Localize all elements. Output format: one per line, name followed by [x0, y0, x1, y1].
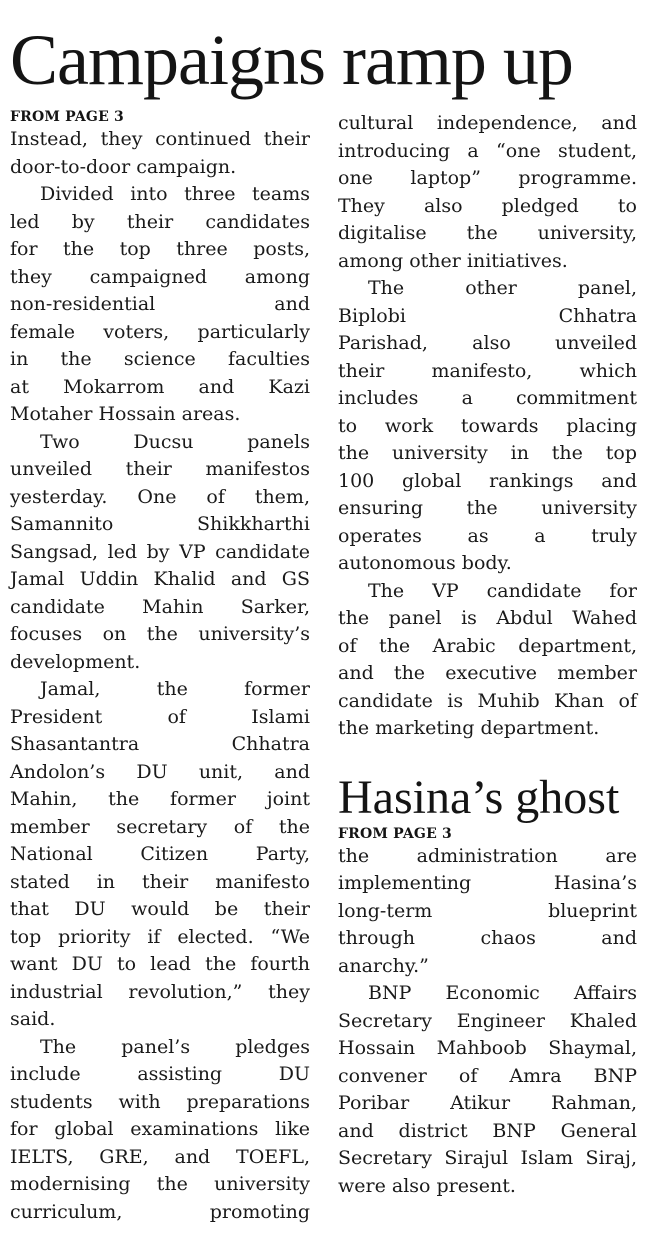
text-line: Secretary Sirajul Islam Siraj,	[338, 1147, 637, 1169]
text-line: the administration are	[338, 844, 637, 867]
text-line: students with preparations	[10, 1090, 310, 1113]
text-line: National Citizen Party,	[10, 843, 310, 865]
text-line: through chaos and	[338, 927, 637, 949]
text-line: unveiled their manifestos	[10, 458, 310, 480]
text-line: Motaher Hossain areas.	[10, 403, 241, 425]
section-headline: Hasina’s ghost	[338, 770, 620, 824]
article-column-right	[338, 110, 637, 1200]
text-line: Andolon’s DU unit, and	[10, 760, 310, 783]
text-line: were also present.	[338, 1174, 516, 1197]
text-line: to work towards placing	[338, 414, 637, 437]
text-line: that DU would be their	[10, 898, 310, 920]
text-line: They also pledged to	[338, 194, 637, 217]
text-line: non-residential and	[10, 293, 310, 315]
text-line: and district BNP General	[338, 1119, 637, 1142]
text-line: Secretary Engineer Khaled	[338, 1009, 637, 1032]
text-line: of the Arabic department,	[338, 634, 637, 657]
text-line: long-term blueprint	[338, 899, 637, 922]
article-body-left	[10, 126, 310, 1226]
text-line: introducing a “one student,	[338, 139, 637, 162]
text-line: Sangsad, led by VP candidate	[10, 540, 310, 563]
article-column-left	[10, 108, 310, 1226]
text-line: convener of Amra BNP	[338, 1064, 637, 1087]
text-line: modernising the university	[10, 1173, 310, 1195]
text-line: Jamal Uddin Khalid and GS	[10, 568, 310, 590]
text-line: Shasantantra Chhatra	[10, 733, 310, 755]
text-line: one laptop” programme.	[338, 167, 637, 189]
page-headline: Campaigns ramp up	[10, 20, 573, 100]
text-line: anarchy.”	[338, 954, 429, 977]
text-line: Divided into three teams	[40, 183, 310, 205]
text-line: Poribar Atikur Rahman,	[338, 1092, 637, 1114]
text-line: Two Ducsu panels	[40, 430, 310, 453]
text-line: autonomous body.	[338, 552, 512, 574]
text-line: President of Islami	[10, 705, 310, 728]
article-body-right	[338, 110, 637, 743]
text-line: among other initiatives.	[338, 249, 568, 272]
text-line: The other panel,	[368, 277, 637, 299]
text-line: Biplobi Chhatra	[338, 304, 637, 327]
text-line: include assisting DU	[10, 1063, 310, 1085]
text-line: door-to-door campaign.	[10, 155, 237, 178]
text-line: stated in their manifesto	[10, 870, 310, 893]
text-line: ensuring the university	[338, 497, 637, 519]
text-line: led by their candidates	[10, 210, 310, 233]
text-line: said.	[10, 1008, 56, 1030]
text-line: development.	[10, 650, 141, 673]
text-line: 100 global rankings and	[338, 469, 637, 492]
text-line: in the science faculties	[10, 348, 310, 370]
text-line: digitalise the university,	[338, 222, 637, 244]
text-line: The panel’s pledges	[40, 1035, 310, 1058]
text-line: industrial revolution,” they	[10, 980, 310, 1003]
text-line: curriculum, promoting	[10, 1200, 310, 1223]
text-line: the panel is Abdul Wahed	[338, 607, 637, 629]
text-line: yesterday. One of them,	[10, 485, 310, 508]
jump-kicker-2: FROM PAGE 3	[338, 825, 452, 842]
text-line: Mahin, the former joint	[10, 788, 310, 810]
text-line: for the top three posts,	[10, 238, 310, 260]
text-line: implementing Hasina’s	[338, 872, 637, 894]
text-line: the university in the top	[338, 442, 637, 464]
text-line: Hossain Mahboob Shaymal,	[338, 1037, 637, 1059]
text-line: they campaigned among	[10, 265, 310, 288]
text-line: for global examinations like	[10, 1118, 310, 1140]
jump-kicker: FROM PAGE 3	[10, 109, 124, 125]
text-line: Parishad, also unveiled	[338, 332, 637, 354]
article-body-right-2	[338, 843, 637, 1201]
text-line: candidate Mahin Sarker,	[10, 595, 310, 618]
text-line: focuses on the university’s	[10, 623, 310, 645]
text-line: the marketing department.	[338, 717, 600, 739]
text-line: want DU to lead the fourth	[10, 953, 310, 975]
text-line: at Mokarrom and Kazi	[10, 375, 310, 398]
text-line: Jamal, the former	[40, 678, 310, 700]
text-line: operates as a truly	[338, 524, 637, 547]
text-line: BNP Economic Affairs	[368, 982, 637, 1004]
text-line: IELTS, GRE, and TOEFL,	[10, 1145, 310, 1168]
text-line: top priority if elected. “We	[10, 925, 310, 948]
text-line: Samannito Shikkharthi	[10, 513, 310, 535]
text-line: their manifesto, which	[338, 359, 637, 382]
text-line: candidate is Muhib Khan of	[338, 689, 637, 712]
text-line: member secretary of the	[10, 815, 310, 838]
text-line: female voters, particularly	[10, 320, 310, 343]
text-line: Instead, they continued their	[10, 128, 310, 150]
text-line: includes a commitment	[338, 387, 637, 409]
text-line: and the executive member	[338, 662, 637, 684]
text-line: The VP candidate for	[368, 579, 637, 602]
text-line: cultural independence, and	[338, 112, 637, 134]
